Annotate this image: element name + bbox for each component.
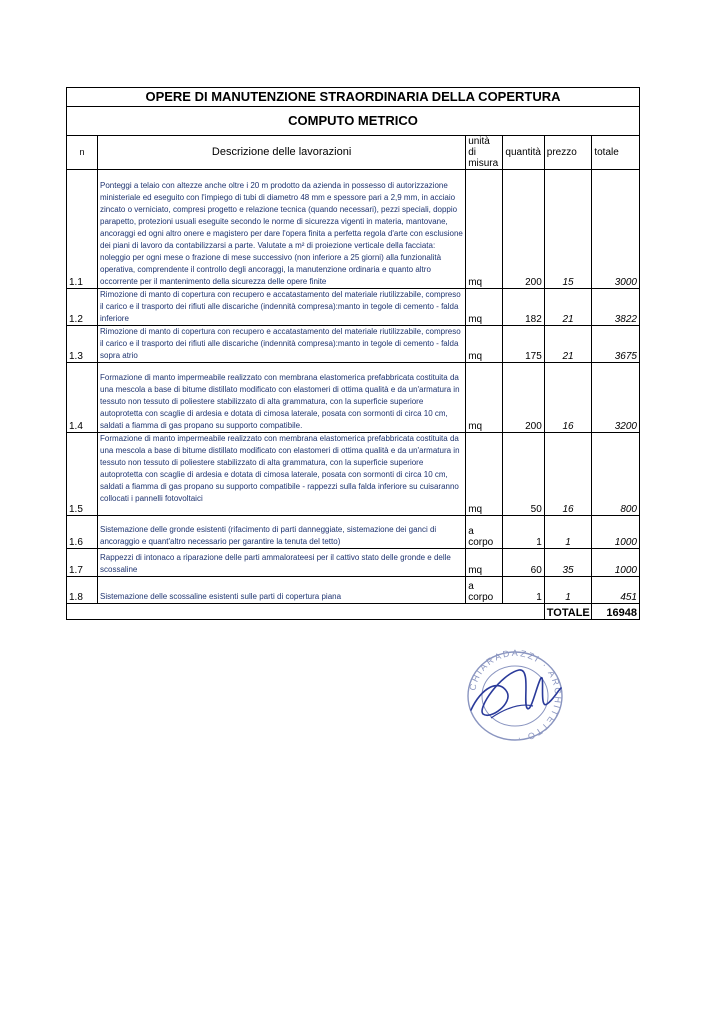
row-quantity: 182 (503, 289, 544, 326)
row-description: Rappezzi di intonaco a riparazione delle parti ammalorateesi per il cattivo stato delle gronde e delle scossaline (98, 549, 466, 577)
row-price: 35 (544, 549, 592, 577)
computo-table (66, 87, 640, 620)
header-qty: quantità (503, 136, 544, 170)
row-price: 21 (544, 326, 592, 363)
table-row (67, 363, 640, 433)
row-unit: a corpo (466, 516, 503, 549)
row-unit: mq (466, 433, 503, 516)
row-price: 1 (544, 577, 592, 604)
total-value: 16948 (592, 604, 640, 620)
table-row (67, 549, 640, 577)
row-number: 1.6 (67, 516, 98, 549)
header-total: totale (592, 136, 640, 170)
row-unit: a corpo (466, 577, 503, 604)
row-price: 15 (544, 170, 592, 289)
computo-sheet (66, 87, 640, 620)
row-description: Rimozione di manto di copertura con recupero e accatastamento del materiale riutilizzabile, compreso il carico e il trasporto dei rifiuti alle discariche (indennità compresa):manto in tegole di cemento - falda inferiore (98, 289, 466, 326)
row-unit: mq (466, 170, 503, 289)
row-price: 16 (544, 433, 592, 516)
row-quantity: 200 (503, 170, 544, 289)
table-row (67, 289, 640, 326)
row-description: Rimozione di manto di copertura con recupero e accatastamento del materiale riutilizzabile, compreso il carico e il trasporto dei rifiuti alle discariche (indennità compresa):manto in tegole di cemento - falda sopra atrio (98, 326, 466, 363)
table-row (67, 516, 640, 549)
row-unit: mq (466, 289, 503, 326)
header-unit: unità di misura (466, 136, 503, 170)
row-unit: mq (466, 363, 503, 433)
svg-text:CHIARADAZZI · ARCHITETTO ·: CHIARADAZZI · ARCHITETTO · (467, 648, 564, 744)
row-total: 1000 (592, 549, 640, 577)
row-total: 3000 (592, 170, 640, 289)
table-row (67, 326, 640, 363)
row-number: 1.5 (67, 433, 98, 516)
row-description: Sistemazione delle gronde esistenti (rifacimento di parti danneggiate, sistemazione dei ganci di ancoraggio e quant'altro necessario per garantire la tenuta del tetto) (98, 516, 466, 549)
row-number: 1.2 (67, 289, 98, 326)
row-total: 451 (592, 577, 640, 604)
row-number: 1.1 (67, 170, 98, 289)
document-subtitle: COMPUTO METRICO (67, 107, 640, 136)
row-number: 1.7 (67, 549, 98, 577)
row-total: 1000 (592, 516, 640, 549)
table-row (67, 170, 640, 289)
row-number: 1.8 (67, 577, 98, 604)
row-unit: mq (466, 326, 503, 363)
row-description: Formazione di manto impermeabile realizzato con membrana elastomerica prefabbricata costituita da una mescola a base di bitume distillato modificato con elastomeri di ottima qualità e da un'armatura in tessuto non tessuto di poliestere stabilizzato di alta grammatura, con la superficie superiore autoprotetta con scaglie di ardesia e dotata di cimosa laterale, posata con sormonti di circa 10 cm, saldati a fiamma di gas propano su supporto compatibile - rappezzi sulla falda inferiore su cuisaranno collocati i pannelli fotovoltaici (98, 433, 466, 516)
row-number: 1.3 (67, 326, 98, 363)
row-number: 1.4 (67, 363, 98, 433)
row-quantity: 60 (503, 549, 544, 577)
row-total: 800 (592, 433, 640, 516)
document-title: OPERE DI MANUTENZIONE STRAORDINARIA DELLA COPERTURA (67, 88, 640, 107)
row-price: 21 (544, 289, 592, 326)
header-price: prezzo (544, 136, 592, 170)
header-n: n (67, 136, 98, 170)
row-quantity: 1 (503, 577, 544, 604)
table-row (67, 433, 640, 516)
row-description: Formazione di manto impermeabile realizzato con membrana elastomerica prefabbricata costituita da una mescola a base di bitume distillato modificato con elastomeri di ottima qualità e da un'armatura in tessuto non tessuto di poliestere stabilizzato di alta grammatura, con la superficie superiore autoprotetta con scaglie di ardesia e dotata di cimosa laterale, posata con sormonti di circa 10 cm, saldati a fiamma di gas propano su supporto compatibile. (98, 363, 466, 433)
row-price: 16 (544, 363, 592, 433)
row-quantity: 175 (503, 326, 544, 363)
row-quantity: 50 (503, 433, 544, 516)
total-row (67, 604, 640, 620)
header-desc: Descrizione delle lavorazioni (98, 136, 466, 170)
row-total: 3675 (592, 326, 640, 363)
table-row (67, 577, 640, 604)
row-unit: mq (466, 549, 503, 577)
row-price: 1 (544, 516, 592, 549)
total-label: TOTALE (544, 604, 592, 620)
row-description: Sistemazione delle scossaline esistenti sulle parti di copertura piana (98, 577, 466, 604)
row-quantity: 200 (503, 363, 544, 433)
row-quantity: 1 (503, 516, 544, 549)
architect-stamp (461, 648, 569, 744)
row-description: Ponteggi a telaio con altezze anche oltre i 20 m prodotto da azienda in possesso di autorizzazione ministeriale ed eseguito con l'impiego di tubi di diametro 48 mm e spessore pari a 2,9 mm, in acciaio zincato o verniciato, compresi progetto e relazione tecnica (quando necessari), pezzi speciali, doppio parapetto, protezioni usuali eseguite secondo le norme di sicurezza vigenti in materia, mantovane, ancoraggi ed ogni altro onere e magistero per dare l'opera finita a perfetta regola d'arte con esclusione dei piani di lavoro da contabilizzarsi a parte. Valutate a m² di proiezione verticale della facciata: noleggio per ogni mese o frazione di mese successivo (non inferiore a 25 giorni) alla funzionalità operativa, comprendente il controllo degli ancoraggi, la manutenzione ordinaria e quanto altro occorrente per il mantenimento della sicurezza delle opere finite (98, 170, 466, 289)
row-total: 3822 (592, 289, 640, 326)
row-total: 3200 (592, 363, 640, 433)
